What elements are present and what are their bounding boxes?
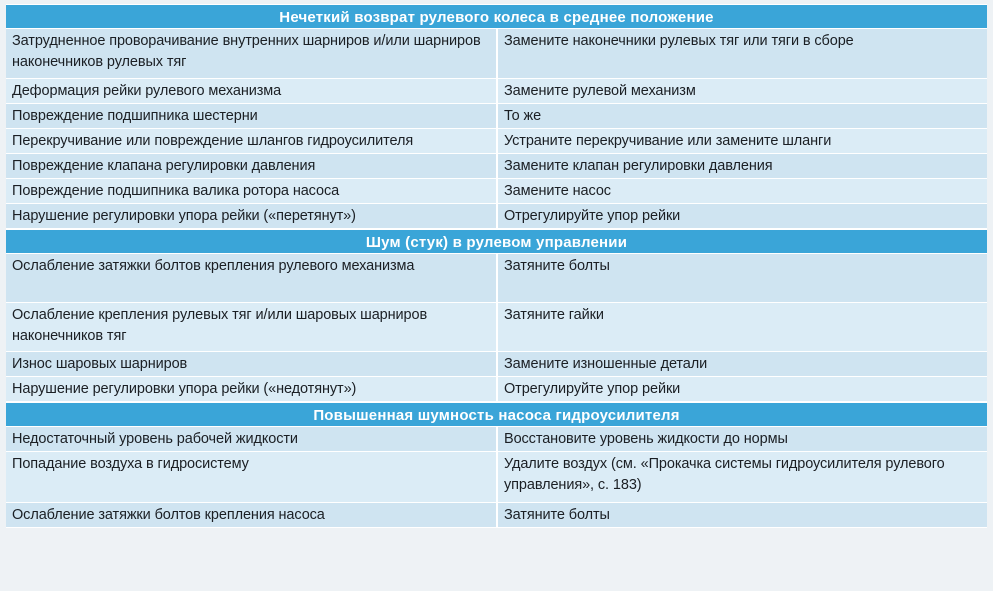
remedy-cell: Замените наконечники рулевых тяг или тяги в сборе [504,33,854,49]
cause-cell: Попадание воздуха в гидросистему [6,452,498,502]
table-row [6,79,987,104]
cause-cell: Ослабление затяжки болтов крепления насоса [6,503,498,527]
cause-cell: Ослабление крепления рулевых тяг и/или шаровых шарниров наконечников тяг [6,303,498,351]
cause-cell: Деформация рейки рулевого механизма [6,79,498,103]
section-header: Повышенная шумность насоса гидроусилителя [6,402,987,427]
table-row [6,104,987,129]
cause-cell: Ослабление затяжки болтов крепления рулевого механизма [6,254,498,302]
cause-cell: Повреждение подшипника шестерни [6,104,498,128]
table-row [6,377,987,402]
section-header: Шум (стук) в рулевом управлении [6,229,987,254]
remedy-cell: Отрегулируйте упор рейки [504,208,681,224]
remedy-cell: Замените клапан регулировки давления [504,158,773,174]
remedy-cell: Замените рулевой механизм [504,83,696,99]
table-row [6,179,987,204]
remedy-cell: Затяните болты [504,507,610,523]
table-row [6,254,987,303]
table-row [6,129,987,154]
remedy-cell: Устраните перекручивание или замените шланги [504,133,832,149]
section-steering-return [6,4,987,229]
section-header: Нечеткий возврат рулевого колеса в среднее положение [6,4,987,29]
remedy-cell: Замените насос [504,183,611,199]
table-row [6,427,987,452]
table-row [6,352,987,377]
remedy-cell: Удалите воздух (см. «Прокачка системы гидроусилителя рулевого управления», с. 183) [504,456,945,493]
table-row [6,303,987,352]
remedy-cell: Отрегулируйте упор рейки [504,381,681,397]
table-row [6,29,987,79]
cause-cell: Повреждение клапана регулировки давления [6,154,498,178]
cause-cell: Недостаточный уровень рабочей жидкости [6,427,498,451]
remedy-cell: Затяните гайки [504,307,604,323]
section-steering-noise [6,229,987,402]
remedy-cell: Замените изношенные детали [504,356,708,372]
cause-cell: Повреждение подшипника валика ротора насоса [6,179,498,203]
cause-cell: Износ шаровых шарниров [6,352,498,376]
remedy-cell: То же [504,108,542,124]
table-row [6,503,987,528]
table-row [6,204,987,229]
remedy-cell: Восстановите уровень жидкости до нормы [504,431,788,447]
remedy-cell: Затяните болты [504,258,610,274]
cause-cell: Затрудненное проворачивание внутренних шарниров и/или шарниров наконечников рулевых тяг [6,29,498,78]
cause-cell: Перекручивание или повреждение шлангов гидроусилителя [6,129,498,153]
section-pump-noise [6,402,987,528]
table-row [6,452,987,503]
cause-cell: Нарушение регулировки упора рейки («перетянут») [6,204,498,228]
table-row [6,154,987,179]
cause-cell: Нарушение регулировки упора рейки («недотянут») [6,377,498,401]
